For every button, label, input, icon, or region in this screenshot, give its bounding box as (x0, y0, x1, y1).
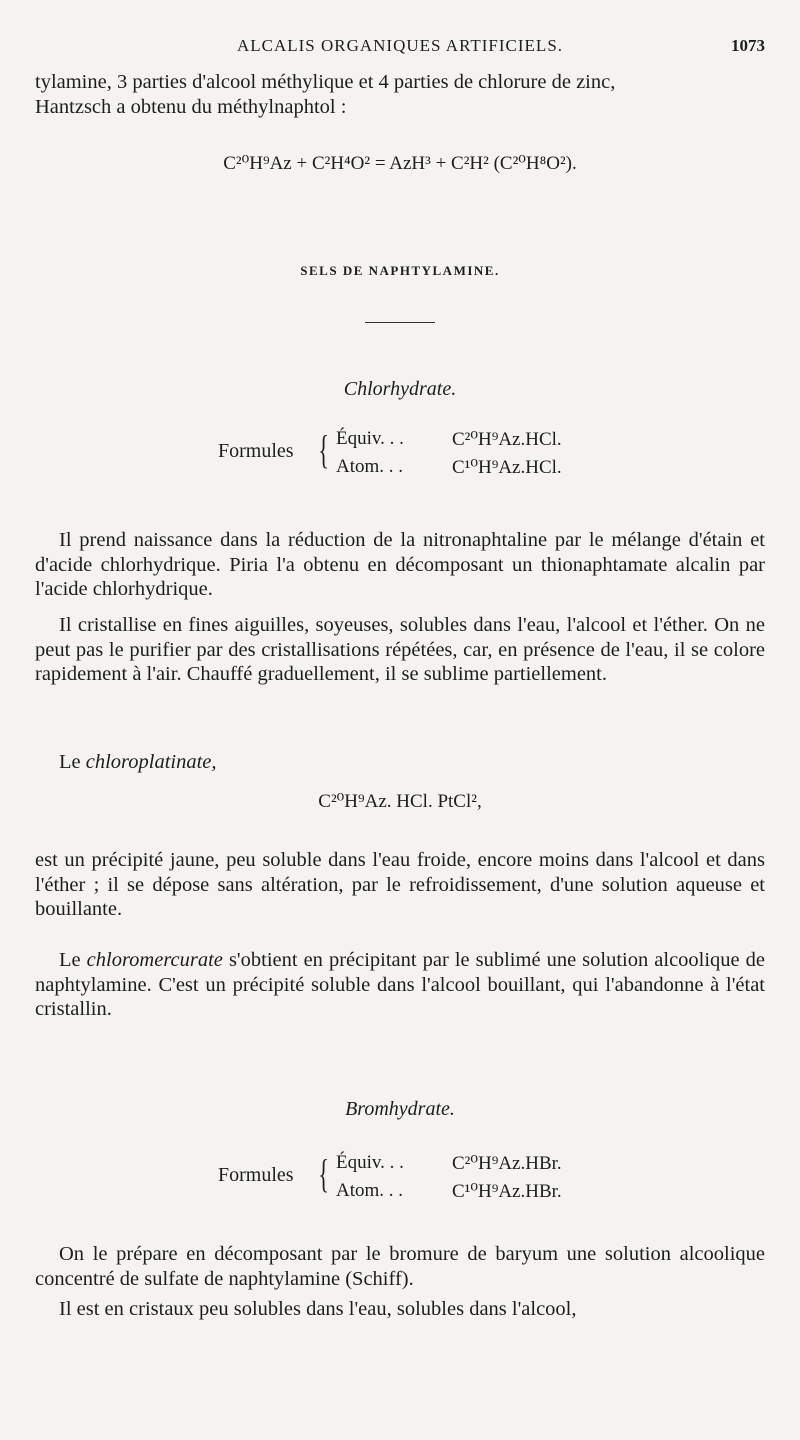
chloroplatinate-formula: C²⁰H⁹Az. HCl. PtCl², (318, 791, 482, 812)
paragraph-formation: Il prend naissance dans la réduction de la nitronaphtaline par le mélange d'étain et d'acide chlorhydrique. Piria l'a obtenu en décomposant un thionaphtamate alcalin par l'acide chlorhydrique. (35, 529, 765, 600)
bromhydrate-properties: Il est en cristaux peu solubles dans l'eau, solubles dans l'alcool, (59, 1298, 577, 1320)
intro-line-1: tylamine, 3 parties d'alcool méthylique et 4 parties de chlorure de zinc, (35, 71, 616, 93)
bromhydrate-preparation: On le prépare en décomposant par le bromure de baryum une solution alcoolique concentré de sulfate de naphtylamine (Schiff). (35, 1243, 765, 1290)
lead-word: Le (59, 751, 81, 773)
formulas-label: Formules (218, 1164, 294, 1186)
chloromercurate-description: s'obtient en précipitant par le sublimé une solution alcoolique de naphtylamine. C'est un précipité soluble dans l'alcool bouillant, qui l'abandonne à l'état cristallin. (35, 949, 766, 1020)
section-rule (365, 322, 435, 323)
chloroplatinate-description: est un précipité jaune, peu soluble dans l'eau froide, encore moins dans l'alcool et dans l'éther ; il se dépose sans altération, par le refroidissement, d'une solution aqueuse et bouillante. (35, 849, 765, 920)
bromhydrate-title: Bromhydrate. (345, 1098, 455, 1120)
chloromercurate-paragraph (35, 948, 765, 1022)
chloroplatinate-lead (35, 750, 765, 775)
brace-glyph: { (318, 427, 329, 472)
atom-label: Atom. . . (336, 456, 404, 477)
lead-word: Le (59, 949, 81, 971)
chlorhydrate-title: Chlorhydrate. (343, 378, 457, 400)
page-number: 1073 (731, 36, 765, 55)
chloroplatinate-term: chloroplatinate, (85, 751, 217, 773)
equiv-formula: C²⁰H⁹Az.HBr. (452, 1153, 562, 1174)
bromhydrate-formulas (218, 1152, 618, 1212)
chloromercurate-term: chloromercurate (86, 949, 223, 971)
atom-formula: C¹⁰H⁹Az.HCl. (452, 457, 562, 478)
atom-formula: C¹⁰H⁹Az.HBr. (452, 1181, 562, 1202)
running-header (0, 30, 800, 60)
atom-label: Atom. . . (336, 1180, 404, 1201)
equiv-formula: C²⁰H⁹Az.HCl. (452, 429, 562, 450)
intro-line-2: Hantzsch a obtenu du méthylnaphtol : (35, 95, 347, 118)
equiv-label: Équiv. . . (336, 428, 404, 449)
equiv-label: Équiv. . . (336, 1152, 404, 1173)
intro-paragraph (35, 70, 765, 119)
chlorhydrate-formulas (218, 428, 618, 488)
section-title: SELS DE NAPHTYLAMINE. (300, 263, 500, 278)
running-title: ALCALIS ORGANIQUES ARTIFICIELS. (236, 36, 564, 55)
reaction-equation: C²⁰H⁹Az + C²H⁴O² = AzH³ + C²H² (C²⁰H⁸O²). (223, 153, 577, 174)
paragraph-crystallisation: Il cristallise en fines aiguilles, soyeuses, solubles dans l'eau, l'alcool et l'éther. On ne peut pas le purifier par des cristallisations répétées, car, en présence de l'eau, il se colore rapidement à l'air. Chauffé graduellement, il se sublime partiellement. (35, 614, 765, 685)
formulas-label: Formules (218, 440, 294, 462)
brace-glyph: { (318, 1151, 329, 1196)
